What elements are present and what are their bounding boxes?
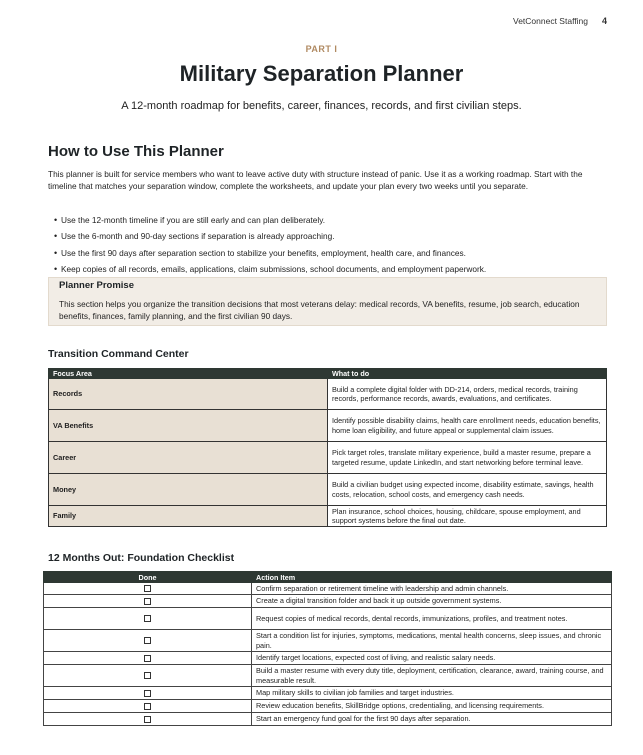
table-row bbox=[44, 608, 612, 630]
bullet-item: • Use the first 90 days after separation section to stabilize your benefits, employment, health care, and finances. bbox=[54, 245, 614, 261]
todo-cell: Build a complete digital folder with DD-214, orders, medical records, training records, performance records, awards, evaluations, and certificates. bbox=[328, 379, 607, 410]
part-label: PART I bbox=[305, 44, 338, 54]
table-row bbox=[44, 713, 612, 726]
table-row bbox=[44, 665, 612, 687]
table-row bbox=[44, 652, 612, 665]
column-header: Action Item bbox=[252, 572, 612, 583]
document-title: Military Separation Planner bbox=[179, 61, 464, 86]
action-item-cell: Start an emergency fund goal for the first 90 days after separation. bbox=[252, 713, 612, 726]
table-row bbox=[49, 379, 607, 410]
table-row bbox=[44, 630, 612, 652]
promise-title: Planner Promise bbox=[59, 280, 134, 291]
action-item-cell: Start a condition list for injuries, symptoms, medications, mental health concerns, sleep issues, and chronic pain. bbox=[252, 630, 612, 652]
todo-cell: Build a civilian budget using expected income, disability estimate, savings, health costs, relocation, school costs, and emergency cash needs. bbox=[328, 474, 607, 506]
planner-promise-box bbox=[48, 277, 607, 326]
command-center-table bbox=[48, 368, 607, 527]
table-row bbox=[49, 442, 607, 474]
focus-area-cell: Family bbox=[49, 506, 328, 527]
foundation-checklist-table bbox=[43, 571, 612, 726]
bullet-dot-icon: • bbox=[54, 247, 58, 258]
page-number: 4 bbox=[601, 16, 607, 26]
brand-name: VetConnect Staffing bbox=[513, 16, 588, 26]
table-row bbox=[49, 474, 607, 506]
bullet-item: • Use the 12-month timeline if you are still early and can plan deliberately. bbox=[54, 212, 614, 228]
action-item-cell: Create a digital transition folder and back it up outside government systems. bbox=[252, 595, 612, 608]
document-subtitle: A 12-month roadmap for benefits, career, finances, records, and first civilian steps. bbox=[121, 100, 522, 112]
focus-area-cell: VA Benefits bbox=[49, 410, 328, 442]
bullet-dot-icon: • bbox=[54, 231, 58, 242]
bullet-item: • Keep copies of all records, emails, applications, claim submissions, school documents, and employment paperwork. bbox=[54, 261, 614, 277]
table-row bbox=[44, 583, 612, 595]
table-row bbox=[44, 595, 612, 608]
table-row bbox=[49, 506, 607, 527]
bullet-item: • Use the 6-month and 90-day sections if separation is already approaching. bbox=[54, 228, 614, 244]
todo-cell: Pick target roles, translate military experience, build a master resume, prepare a targeted resume, update LinkedIn, and start networking before terminal leave. bbox=[328, 442, 607, 474]
focus-area-cell: Career bbox=[49, 442, 328, 474]
table-header-row bbox=[49, 369, 607, 379]
action-item-cell: Request copies of medical records, dental records, immunizations, profiles, and treatment notes. bbox=[252, 608, 612, 630]
focus-area-cell: Records bbox=[49, 379, 328, 410]
done-checkbox[interactable] bbox=[144, 672, 151, 679]
done-checkbox[interactable] bbox=[144, 703, 151, 710]
bullet-dot-icon: • bbox=[54, 263, 58, 274]
bullet-dot-icon: • bbox=[54, 215, 58, 225]
how-to-bullets bbox=[54, 212, 614, 277]
promise-body: This section helps you organize the transition decisions that most veterans delay: medical records, VA benefits, resume, job search, education benefits, finances, family planning, and the first civilian 90 days. bbox=[59, 299, 580, 321]
action-item-cell: Identify target locations, expected cost of living, and realistic salary needs. bbox=[252, 652, 612, 665]
action-item-cell: Map military skills to civilian job families and target industries. bbox=[252, 687, 612, 700]
todo-cell: Identify possible disability claims, health care enrollment needs, education benefits, home loan eligibility, and future appeal or supplemental claim issues. bbox=[328, 410, 607, 442]
done-checkbox[interactable] bbox=[144, 655, 151, 662]
done-checkbox[interactable] bbox=[144, 637, 151, 644]
command-center-heading: Transition Command Center bbox=[48, 348, 189, 360]
column-header: What to do bbox=[328, 369, 607, 379]
how-to-intro: This planner is built for service members who want to leave active duty with structure instead of panic. Use it as a working roadmap. Start with the timeline that matches your separation window, complete the worksheets, and update your plan every two weeks until you separate. bbox=[48, 169, 583, 192]
table-row bbox=[44, 700, 612, 713]
done-checkbox[interactable] bbox=[144, 585, 151, 592]
done-checkbox[interactable] bbox=[144, 615, 151, 622]
checklist-heading: 12 Months Out: Foundation Checklist bbox=[48, 552, 235, 564]
focus-area-cell: Money bbox=[49, 474, 328, 506]
table-row bbox=[44, 687, 612, 700]
running-header bbox=[513, 16, 607, 26]
action-item-cell: Build a master resume with every duty title, deployment, certification, clearance, award, training course, and measurable result. bbox=[252, 665, 612, 687]
column-header: Done bbox=[44, 572, 252, 583]
table-row bbox=[49, 410, 607, 442]
how-to-heading: How to Use This Planner bbox=[48, 143, 224, 160]
todo-cell: Plan insurance, school choices, housing, childcare, spouse employment, and support systems before the final out date. bbox=[328, 506, 607, 527]
column-header: Focus Area bbox=[49, 369, 328, 379]
table-header-row bbox=[44, 572, 612, 583]
action-item-cell: Confirm separation or retirement timeline with leadership and admin channels. bbox=[252, 583, 612, 595]
done-checkbox[interactable] bbox=[144, 598, 151, 605]
action-item-cell: Review education benefits, SkillBridge options, credentialing, and licensing requirements. bbox=[252, 700, 612, 713]
done-checkbox[interactable] bbox=[144, 716, 151, 723]
done-checkbox[interactable] bbox=[144, 690, 151, 697]
